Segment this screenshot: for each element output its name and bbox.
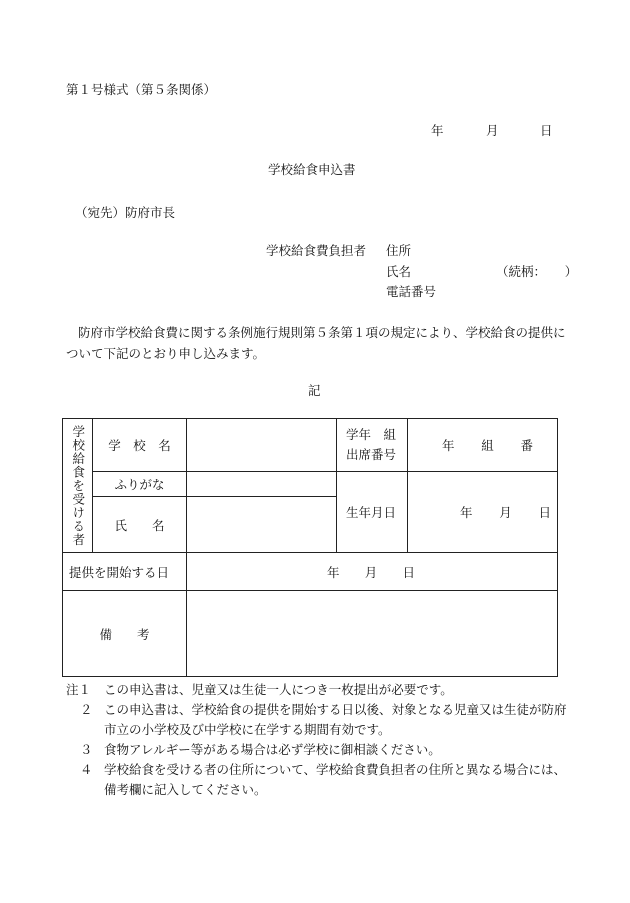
start-year-label: 年: [327, 564, 340, 580]
start-date-field[interactable]: [187, 553, 558, 591]
notes: [66, 680, 576, 800]
application-statement: 防府市学校給食費に関する条例施行規則第５条第１項の規定により、学校給食の提供について下記のとおり申し込みます。: [66, 325, 566, 361]
grade-label-cell: [337, 419, 408, 472]
date-day-label: 日: [540, 123, 553, 138]
birth-date-field[interactable]: [408, 472, 558, 553]
furigana-field[interactable]: [187, 472, 337, 497]
note-text: 食物アレルギー等がある場合は必ず学校に御相談ください。: [104, 742, 441, 757]
remarks-label: 備 考: [63, 591, 187, 677]
name-label: 氏 名: [93, 497, 187, 553]
grade-label-line2: 出席番号: [346, 447, 397, 462]
school-name-label: 学 校 名: [93, 419, 187, 472]
start-date-label: 提供を開始する日: [63, 553, 187, 591]
addressee: （宛先）防府市長: [75, 205, 176, 220]
start-month-label: 月: [364, 564, 378, 580]
applicant-address-label: 住所: [386, 243, 412, 258]
recipient-side-label: 学校給食を受ける者: [70, 424, 86, 547]
name-field[interactable]: [187, 497, 337, 553]
applicant-relation-label: （続柄： ）: [496, 264, 578, 279]
note-item: [66, 740, 576, 760]
note-text: 学校給食を受ける者の住所について、学校給食費負担者の住所と異なる場合には、備考欄に記入してください。: [104, 762, 567, 797]
recipient-side-label-cell: [63, 419, 93, 553]
note-item: [66, 680, 576, 700]
grade-number-label: 番: [520, 438, 533, 453]
note-text: この申込書は、児童又は生徒一人につき一枚提出が必要です。: [104, 682, 453, 697]
furigana-label: ふりがな: [93, 472, 187, 497]
grade-class-label: 組: [481, 438, 494, 453]
note-number: ２: [80, 702, 93, 717]
birth-date-label: 生年月日: [337, 472, 408, 553]
grade-year-label: 年: [442, 438, 455, 453]
ki-label: 記: [308, 383, 321, 398]
applicant-label: 学校給食費負担者: [266, 243, 367, 258]
note-text: この申込書は、学校給食の提供を開始する日以後、対象となる児童又は生徒が防府市立の小学校及び中学校に在学する期間有効です。: [104, 702, 567, 737]
grade-label-line1: 学年 組: [346, 427, 397, 442]
form-number: 第１号様式（第５条関係）: [66, 82, 217, 97]
note-item: [66, 700, 576, 740]
note-number: 注１: [66, 682, 92, 697]
school-name-field[interactable]: [187, 419, 337, 472]
applicant-phone-label: 電話番号: [386, 284, 437, 299]
date-year-label: 年: [431, 123, 444, 138]
document-title: 学校給食申込書: [268, 162, 356, 177]
applicant-name-label: 氏名: [386, 264, 412, 279]
birth-year-label: 年: [460, 505, 473, 520]
birth-month-label: 月: [499, 505, 512, 520]
application-table: [62, 418, 558, 677]
birth-day-label: 日: [538, 505, 551, 520]
remarks-field[interactable]: [187, 591, 558, 677]
note-number: ４: [80, 762, 93, 777]
start-day-label: 日: [402, 564, 415, 580]
date-month-label: 月: [486, 123, 499, 138]
note-number: ３: [80, 742, 93, 757]
note-item: [66, 760, 576, 800]
grade-field[interactable]: [408, 419, 558, 472]
